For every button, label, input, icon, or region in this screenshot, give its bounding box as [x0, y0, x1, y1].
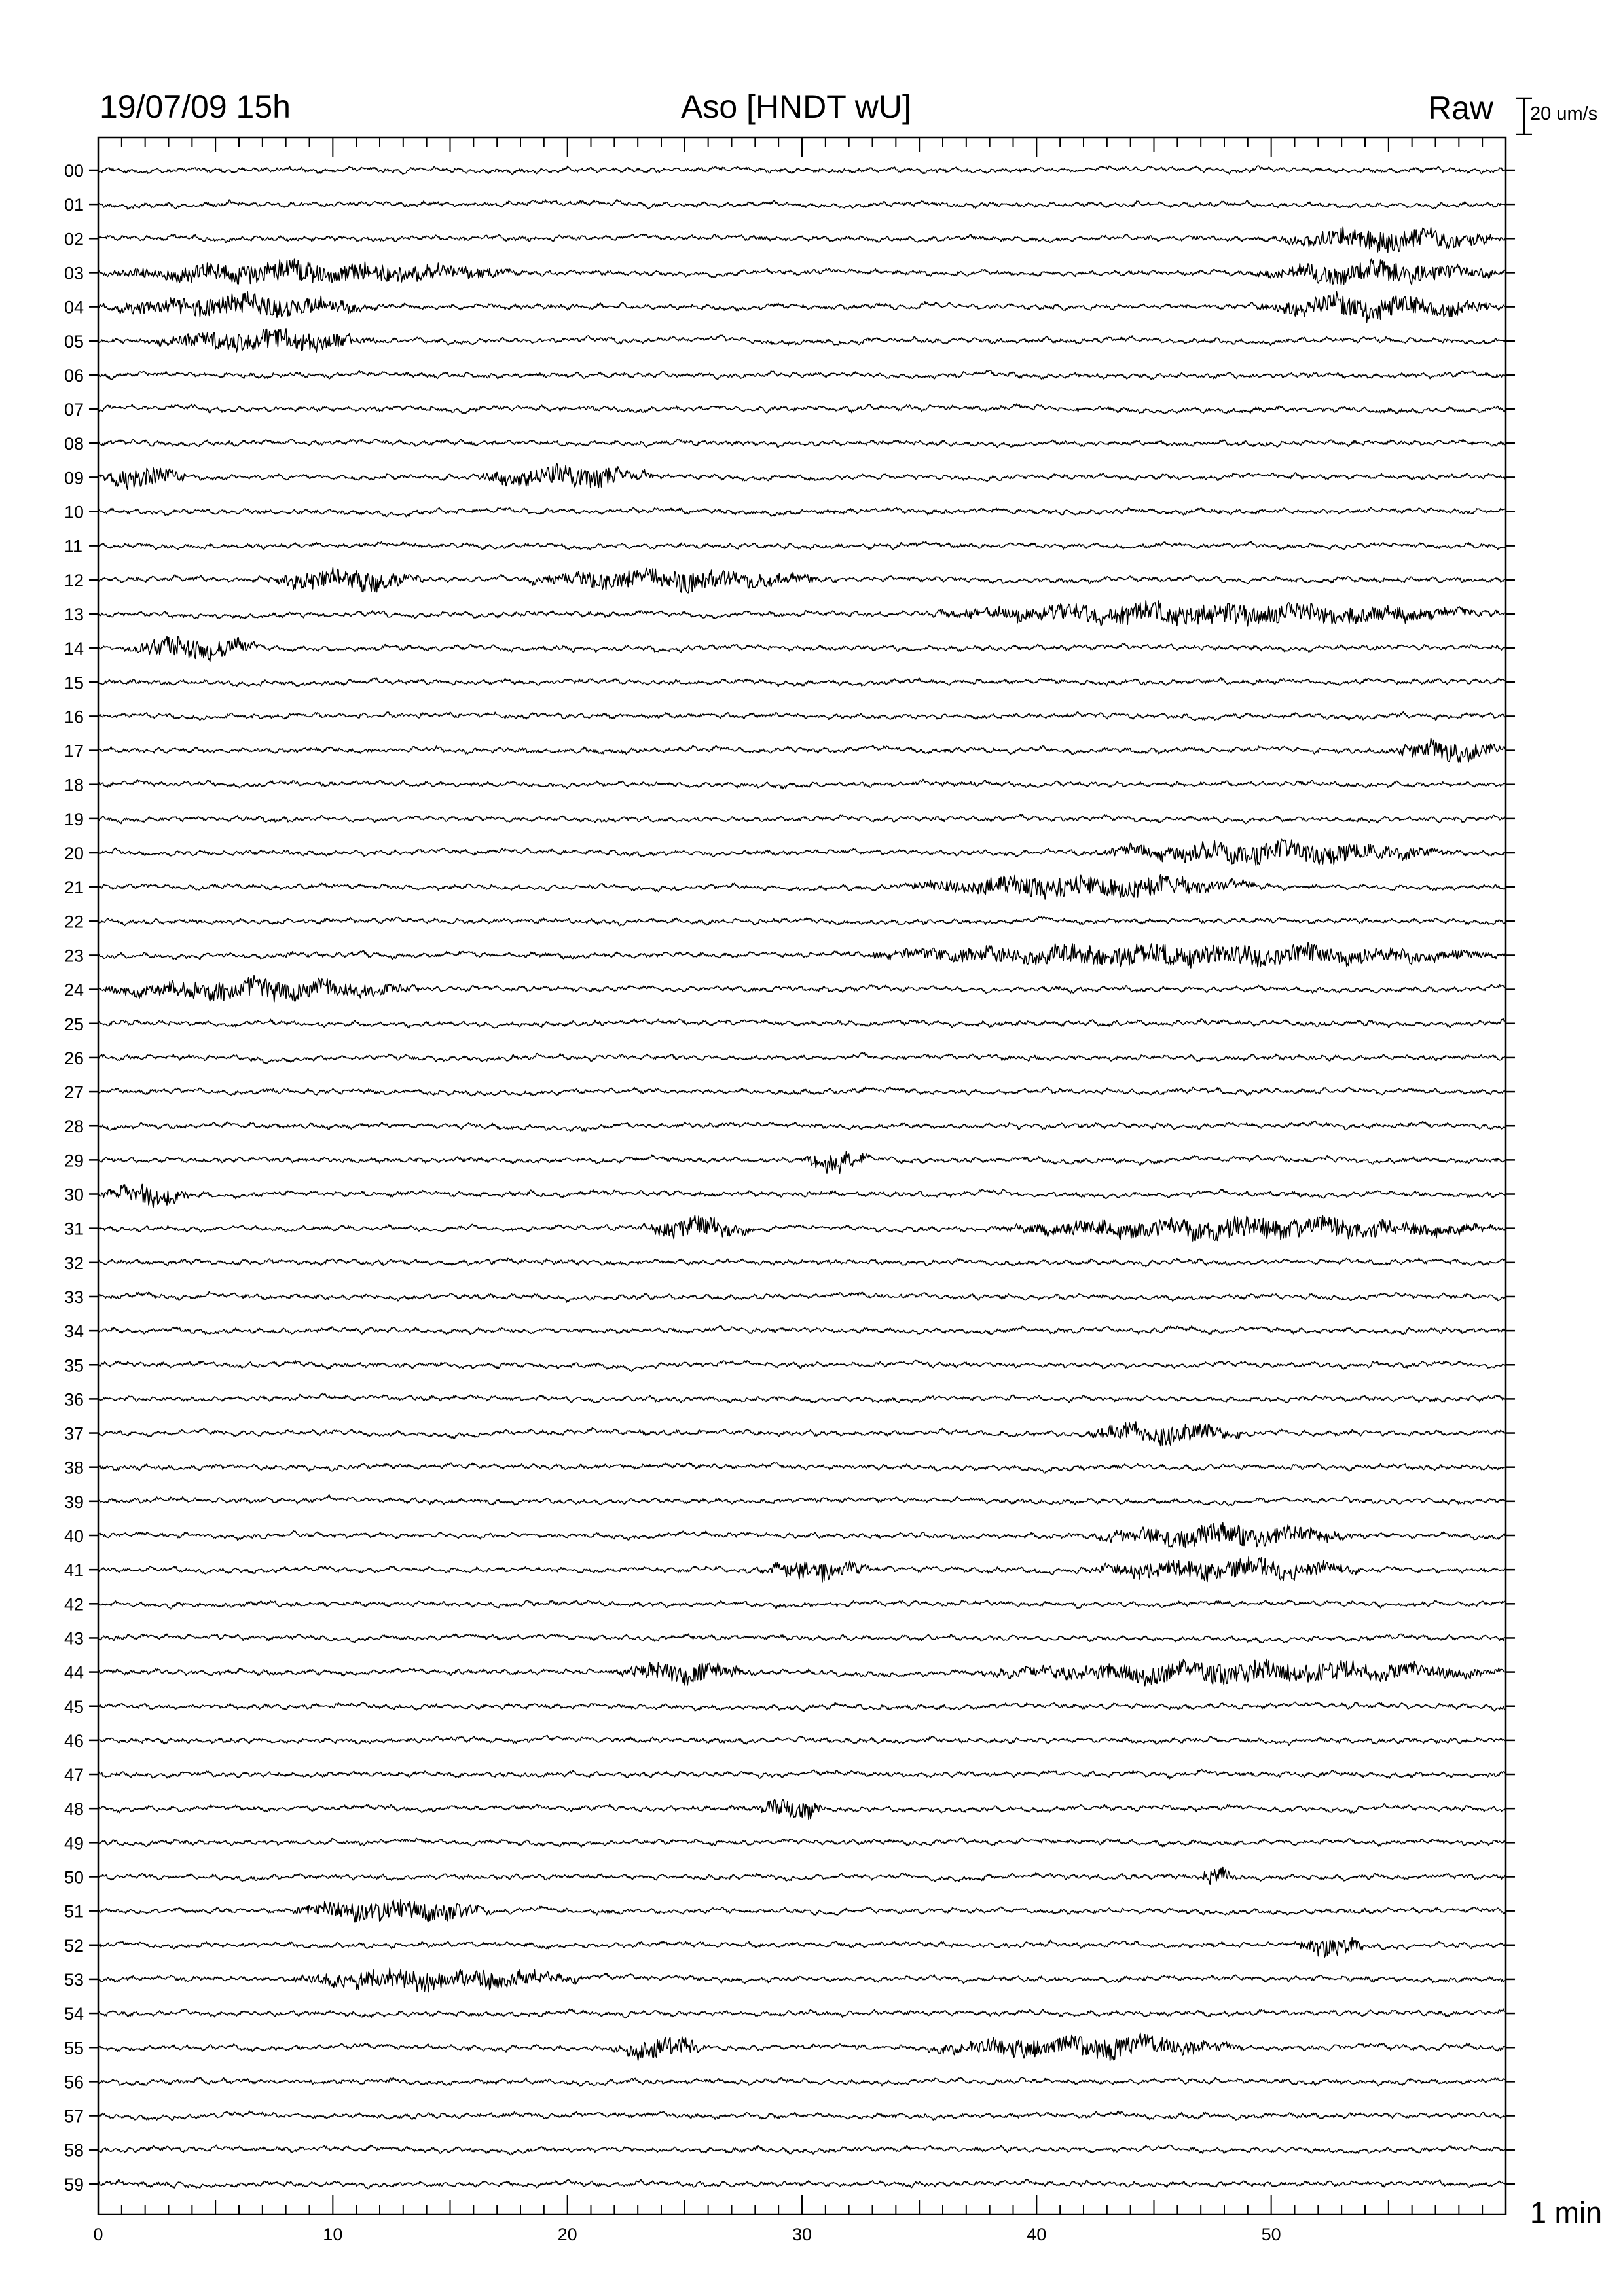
row-label: 05: [64, 331, 84, 351]
row-label: 42: [64, 1594, 84, 1615]
scale-bar: [1516, 98, 1532, 134]
trace-39: [98, 1495, 1505, 1506]
x-tick-label: 10: [323, 2225, 343, 2244]
trace-18: [98, 780, 1505, 789]
trace-10: [98, 507, 1505, 516]
header-datetime: 19/07/09 15h: [100, 88, 291, 125]
row-label: 36: [64, 1390, 84, 1410]
row-label: 10: [64, 502, 84, 522]
trace-14: [98, 636, 1505, 661]
header-station: Aso [HNDT wU]: [681, 88, 911, 125]
trace-44: [98, 1659, 1505, 1686]
trace-29: [98, 1152, 1505, 1174]
row-label: 46: [64, 1731, 84, 1751]
trace-16: [98, 712, 1505, 721]
row-label: 29: [64, 1151, 84, 1171]
trace-26: [98, 1052, 1505, 1063]
plot-frame: [98, 137, 1506, 2214]
row-label: 11: [64, 536, 83, 556]
row-label: 58: [64, 2140, 84, 2161]
row-label: 50: [64, 1867, 84, 1888]
row-label: 53: [64, 1969, 84, 1990]
trace-02: [98, 227, 1505, 252]
trace-51: [98, 1899, 1505, 1922]
row-label: 06: [64, 365, 84, 386]
row-label: 55: [64, 2038, 84, 2058]
trace-01: [98, 200, 1505, 209]
trace-07: [98, 404, 1505, 414]
row-label: 38: [64, 1458, 84, 1478]
row-label: 07: [64, 400, 84, 420]
header-mode: Raw: [1427, 90, 1493, 126]
row-label: 22: [64, 912, 84, 932]
row-label: 18: [64, 775, 84, 795]
row-label: 45: [64, 1696, 84, 1717]
row-label: 26: [64, 1048, 84, 1068]
trace-45: [98, 1702, 1505, 1712]
row-label: 39: [64, 1492, 84, 1512]
trace-52: [98, 1938, 1505, 1958]
row-label: 35: [64, 1355, 84, 1376]
row-label: 32: [64, 1253, 84, 1273]
x-tick-label: 50: [1261, 2225, 1281, 2244]
row-label: 01: [64, 195, 84, 215]
trace-11: [98, 541, 1505, 550]
trace-50: [98, 1867, 1505, 1885]
row-label: 47: [64, 1765, 84, 1785]
trace-00: [98, 166, 1505, 175]
row-label: 17: [64, 741, 84, 761]
trace-12: [98, 568, 1505, 593]
trace-08: [98, 439, 1505, 448]
trace-41: [98, 1557, 1505, 1582]
trace-21: [98, 875, 1505, 899]
trace-57: [98, 2111, 1505, 2120]
trace-19: [98, 814, 1505, 823]
trace-38: [98, 1463, 1505, 1473]
trace-04: [98, 291, 1505, 322]
row-label: 54: [64, 2004, 84, 2024]
row-label: 24: [64, 980, 84, 1000]
row-label: 27: [64, 1083, 84, 1103]
trace-37: [98, 1422, 1505, 1446]
row-label: 25: [64, 1014, 84, 1034]
row-label: 44: [64, 1662, 84, 1683]
x-tick-label: 30: [792, 2225, 812, 2244]
trace-31: [98, 1215, 1505, 1241]
trace-56: [98, 2077, 1505, 2086]
row-label: 00: [64, 161, 84, 181]
row-label: 48: [64, 1799, 84, 1820]
trace-22: [98, 917, 1505, 926]
row-label: 02: [64, 229, 84, 249]
trace-33: [98, 1291, 1505, 1302]
row-label: 59: [64, 2174, 84, 2195]
trace-55: [98, 2033, 1505, 2060]
x-tick-label: 0: [93, 2225, 103, 2244]
row-label: 49: [64, 1833, 84, 1854]
trace-36: [98, 1393, 1505, 1403]
row-label: 41: [64, 1560, 84, 1581]
scale-bar-label: 20 um/s: [1530, 103, 1598, 124]
row-label: 56: [64, 2072, 84, 2092]
trace-59: [98, 2179, 1505, 2189]
trace-42: [98, 1600, 1505, 1609]
trace-13: [98, 601, 1505, 626]
x-tick-label: 40: [1027, 2225, 1047, 2244]
row-label: 52: [64, 1935, 84, 1956]
trace-28: [98, 1121, 1505, 1132]
row-label: 04: [64, 297, 84, 317]
trace-06: [98, 370, 1505, 380]
row-label: 40: [64, 1526, 84, 1546]
row-label: 15: [64, 673, 84, 693]
x-tick-label: 20: [557, 2225, 577, 2244]
trace-35: [98, 1360, 1505, 1371]
row-label: 30: [64, 1185, 84, 1205]
row-label: 31: [64, 1219, 84, 1239]
row-label: 43: [64, 1628, 84, 1649]
x-axis-unit-label: 1 min: [1530, 2196, 1603, 2229]
row-label: 57: [64, 2106, 84, 2126]
trace-17: [98, 738, 1505, 762]
row-label: 33: [64, 1287, 84, 1307]
trace-15: [98, 678, 1505, 687]
trace-53: [98, 1968, 1505, 1992]
trace-47: [98, 1770, 1505, 1779]
trace-40: [98, 1523, 1505, 1548]
trace-25: [98, 1019, 1505, 1028]
row-label: 03: [64, 263, 84, 283]
row-label: 34: [64, 1321, 84, 1342]
trace-24: [98, 976, 1505, 1002]
trace-54: [98, 2009, 1505, 2018]
trace-43: [98, 1634, 1505, 1643]
row-label: 12: [64, 570, 84, 590]
row-label: 20: [64, 844, 84, 863]
row-label: 21: [64, 878, 84, 898]
trace-46: [98, 1736, 1505, 1746]
trace-03: [98, 259, 1505, 285]
row-label: 08: [64, 434, 84, 454]
row-label: 16: [64, 707, 84, 727]
trace-58: [98, 2145, 1505, 2155]
trace-34: [98, 1326, 1505, 1335]
trace-49: [98, 1838, 1505, 1847]
row-label: 51: [64, 1901, 84, 1922]
trace-09: [98, 463, 1505, 490]
trace-27: [98, 1087, 1505, 1096]
trace-48: [98, 1799, 1505, 1819]
trace-30: [98, 1184, 1505, 1208]
trace-32: [98, 1258, 1505, 1267]
trace-05: [98, 329, 1505, 352]
row-label: 19: [64, 809, 84, 829]
trace-23: [98, 942, 1505, 968]
row-label: 13: [64, 604, 84, 624]
row-label: 28: [64, 1117, 84, 1137]
row-label: 23: [64, 946, 84, 966]
row-label: 37: [64, 1424, 84, 1444]
row-label: 14: [64, 639, 84, 659]
trace-20: [98, 839, 1505, 865]
row-label: 09: [64, 468, 84, 488]
